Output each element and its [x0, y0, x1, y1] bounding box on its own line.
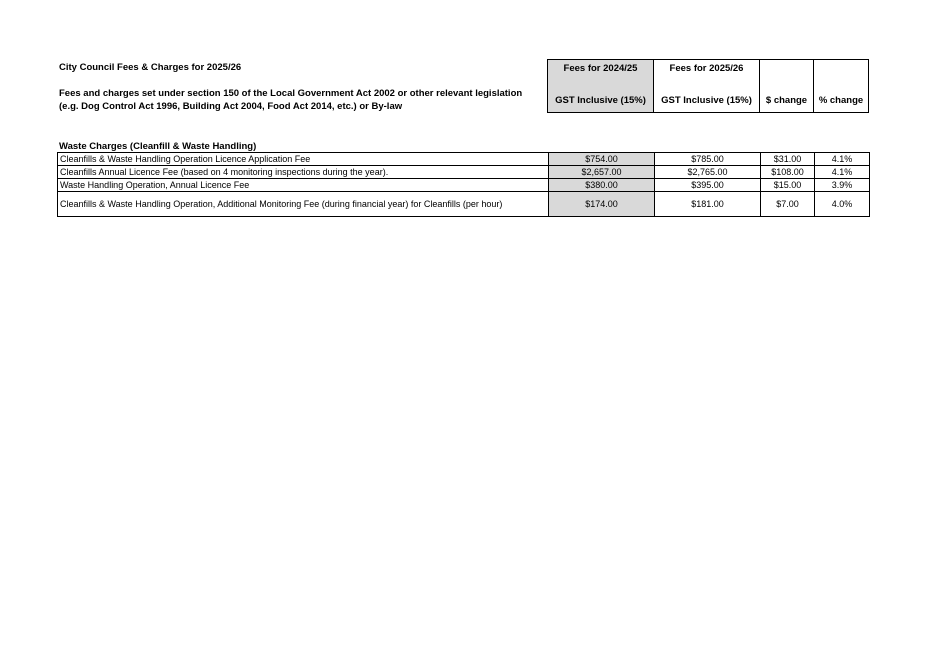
row-next-fee: $785.00: [655, 153, 761, 166]
row-description: Waste Handling Operation, Annual Licence Fee: [58, 179, 549, 192]
fees-table: [57, 152, 870, 217]
row-percent-change: 4.1%: [815, 153, 870, 166]
row-next-fee: $2,765.00: [655, 166, 761, 179]
header-text-block: [57, 59, 547, 113]
row-dollar-change: $7.00: [761, 192, 815, 217]
column-header-dollar-change: [760, 59, 814, 113]
next-year-label: Fees for 2025/26: [669, 63, 744, 74]
column-header-next-year: [654, 59, 760, 113]
fees-header: [57, 59, 869, 113]
column-header-prev-year: [547, 59, 654, 113]
row-prev-fee: $2,657.00: [549, 166, 655, 179]
row-dollar-change: $31.00: [761, 153, 815, 166]
row-description: Cleanfills & Waste Handling Operation, Additional Monitoring Fee (during financial year) for Cleanfills (per hour): [58, 192, 549, 217]
row-description: Cleanfills & Waste Handling Operation Licence Application Fee: [58, 153, 549, 166]
row-next-fee: $181.00: [655, 192, 761, 217]
section-title: Waste Charges (Cleanfill & Waste Handling): [59, 141, 257, 152]
prev-gst-label: GST Inclusive (15%): [555, 95, 646, 106]
column-header-percent-change: [814, 59, 869, 113]
dollar-change-label: $ change: [765, 95, 808, 106]
row-prev-fee: $380.00: [549, 179, 655, 192]
table-row: [58, 179, 870, 192]
document-title: City Council Fees & Charges for 2025/26: [59, 62, 242, 73]
row-prev-fee: $174.00: [549, 192, 655, 217]
table-row: [58, 153, 870, 166]
document-subtitle: Fees and charges set under section 150 of the Local Government Act 2002 or other relevant legislation (e.g. Dog Control Act 1996, Building Act 2004, Food Act 2014, etc.) or By-law: [59, 88, 523, 112]
table-row: [58, 166, 870, 179]
row-prev-fee: $754.00: [549, 153, 655, 166]
row-percent-change: 4.0%: [815, 192, 870, 217]
next-gst-label: GST Inclusive (15%): [661, 95, 752, 106]
table-row: [58, 192, 870, 217]
row-percent-change: 3.9%: [815, 179, 870, 192]
percent-change-label: % change: [818, 95, 864, 106]
row-dollar-change: $15.00: [761, 179, 815, 192]
row-description: Cleanfills Annual Licence Fee (based on 4 monitoring inspections during the year).: [58, 166, 549, 179]
row-next-fee: $395.00: [655, 179, 761, 192]
row-dollar-change: $108.00: [761, 166, 815, 179]
prev-year-label: Fees for 2024/25: [563, 63, 638, 74]
row-percent-change: 4.1%: [815, 166, 870, 179]
